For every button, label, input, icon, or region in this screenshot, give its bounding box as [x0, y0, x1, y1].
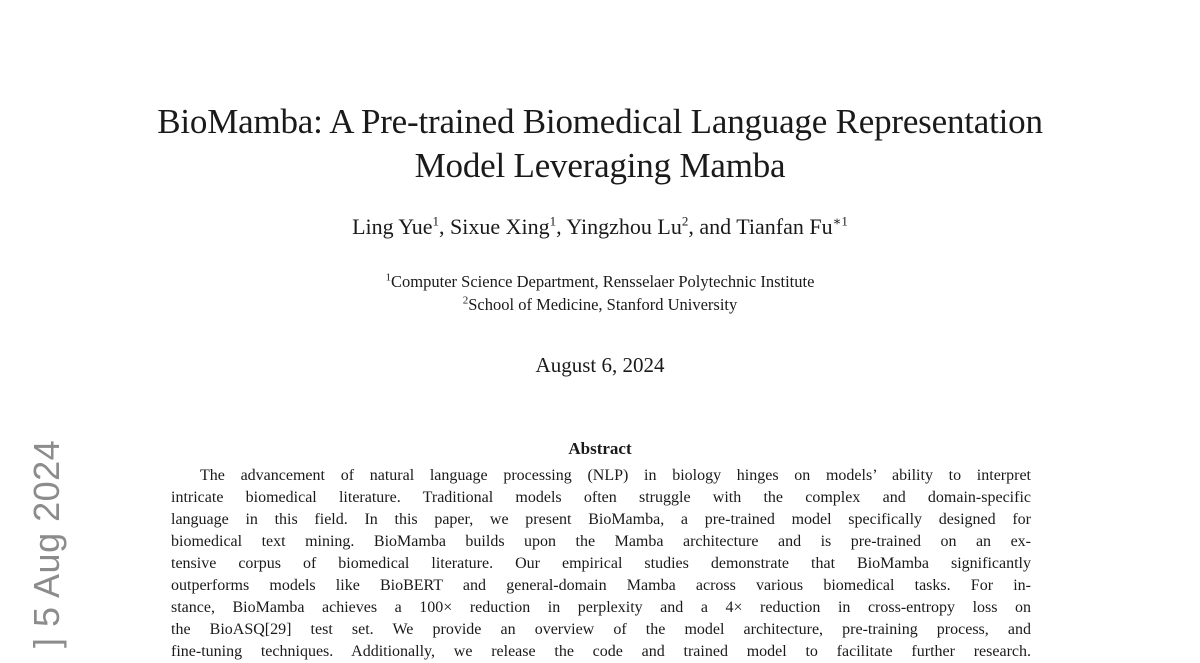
abstract-line: the BioASQ[29] test set. We provide an overview of the model architecture, pre-training process, and: [171, 621, 1031, 638]
author-name: Ling Yue: [352, 214, 433, 239]
author-name: Sixue Xing: [450, 214, 550, 239]
author-affiliation-mark: 1: [432, 213, 440, 229]
affiliation-mark: 1: [385, 271, 392, 284]
author-affiliation-mark: 2: [681, 213, 689, 229]
paper-date: August 6, 2024: [535, 353, 665, 377]
author-separator: ,: [556, 214, 567, 239]
abstract-line: The advancement of natural language processing (NLP) in biology hinges on models’ ability to interpret: [200, 467, 1031, 484]
affiliation-text: Computer Science Department, Rensselaer Polytechnic Institute: [391, 272, 815, 291]
affiliation-list: [120, 270, 1080, 316]
title-line-2: Model Leveraging Mamba: [414, 146, 786, 185]
author-separator: , and: [688, 214, 737, 239]
affiliation-item: [120, 293, 1080, 316]
author-name: Tianfan Fu: [736, 214, 833, 239]
author-separator: ,: [439, 214, 451, 239]
title-line-1: BioMamba: A Pre-trained Biomedical Language Representation: [157, 102, 1043, 141]
abstract-line: intricate biomedical literature. Traditional models often struggle with the complex and domain-specific: [171, 489, 1031, 506]
abstract-line: outperforms models like BioBERT and general-domain Mamba across various biomedical tasks. For in-: [171, 577, 1031, 594]
author-name: Yingzhou Lu: [566, 214, 682, 239]
author-affiliation-mark: 1: [549, 213, 557, 229]
abstract-line: fine-tuning techniques. Additionally, we release the code and trained model to facilitate further research.: [171, 643, 1031, 660]
affiliation-mark: 2: [462, 294, 469, 307]
paper-title: [120, 100, 1080, 188]
abstract-line: biomedical text mining. BioMamba builds upon the Mamba architecture and is pre-trained on an ex-: [171, 533, 1031, 550]
affiliation-item: [120, 270, 1080, 293]
abstract-heading: Abstract: [568, 439, 632, 458]
abstract-line: tensive corpus of biomedical literature. Our empirical studies demonstrate that BioMamba significantly: [171, 555, 1031, 572]
abstract-line: stance, BioMamba achieves a 100× reduction in perplexity and a 4× reduction in cross-entropy loss on: [171, 599, 1031, 616]
author-list: [120, 212, 1080, 242]
author-affiliation-mark: ∗1: [832, 213, 848, 229]
arxiv-stamp: ] 5 Aug 2024: [26, 439, 67, 648]
abstract-line: language in this field. In this paper, we present BioMamba, a pre-trained model specifically designed for: [171, 511, 1031, 528]
affiliation-text: School of Medicine, Stanford University: [468, 295, 738, 314]
abstract-body: [171, 465, 1031, 663]
